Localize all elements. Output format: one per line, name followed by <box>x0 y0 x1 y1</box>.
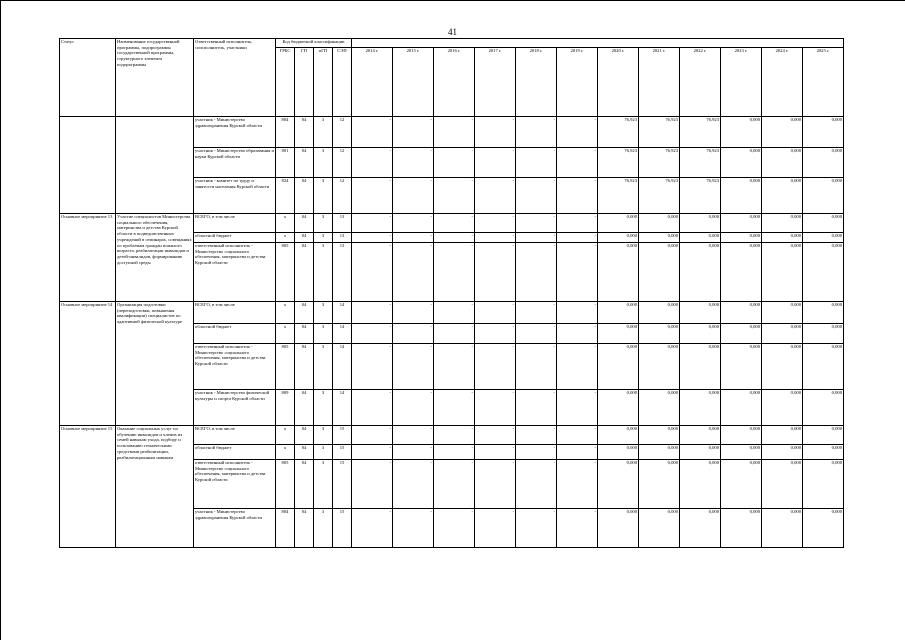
cell-name: Организация подготовки (переподготовки, повышения квалификации) специалистов по адаптивной физической культуре <box>116 302 194 426</box>
page-border-top <box>0 0 905 1</box>
cell-value: 0,000 <box>680 324 721 344</box>
cell-value: 0,000 <box>721 509 762 548</box>
cell-value: 0,000 <box>721 148 762 178</box>
cell-executor: ВСЕГО, в том числе <box>194 302 276 324</box>
cell-value: 0,000 <box>803 243 844 302</box>
cell-code: x <box>276 426 295 445</box>
cell-executor: ответственный исполнитель - Министерство социального обеспечения, материнства и детства Курской области <box>194 243 276 302</box>
cell-code: 3 <box>314 390 333 426</box>
cell-value: - <box>434 324 475 344</box>
cell-code: 04 <box>295 344 314 390</box>
cell-value: 0,000 <box>803 460 844 509</box>
cell-value: - <box>557 302 598 324</box>
cell-value: 0,000 <box>639 460 680 509</box>
cell-value: 0,000 <box>680 426 721 445</box>
cell-value: - <box>557 509 598 548</box>
cell-value: - <box>393 214 434 233</box>
cell-value: - <box>352 214 393 233</box>
cell-value: - <box>393 233 434 243</box>
cell-value: 0,000 <box>680 302 721 324</box>
cell-value: 0,000 <box>721 344 762 390</box>
cell-value: 0,000 <box>721 426 762 445</box>
cell-value: 0,000 <box>680 233 721 243</box>
cell-value: - <box>434 214 475 233</box>
cell-code: 13 <box>333 214 352 233</box>
cell-value: 0,000 <box>598 344 639 390</box>
cell-value: - <box>352 460 393 509</box>
cell-code: 04 <box>295 324 314 344</box>
cell-value: - <box>557 390 598 426</box>
cell-code: 3 <box>314 426 333 445</box>
cell-code: 12 <box>333 148 352 178</box>
cell-executor: участник - Министерство здравоохранения Курской области <box>194 117 276 148</box>
cell-value: - <box>352 117 393 148</box>
table-row <box>60 302 844 324</box>
header-year: 2025 г. <box>803 48 844 117</box>
cell-value: - <box>475 390 516 426</box>
cell-value: - <box>557 460 598 509</box>
cell-value: - <box>557 214 598 233</box>
cell-code: 824 <box>276 178 295 214</box>
cell-value: 0,000 <box>762 445 803 460</box>
cell-value: - <box>434 148 475 178</box>
cell-value: 76,923 <box>598 117 639 148</box>
cell-value: 76,923 <box>598 148 639 178</box>
cell-value: 0,000 <box>762 460 803 509</box>
header-years-group <box>352 39 844 48</box>
cell-value: - <box>557 148 598 178</box>
cell-value: 0,000 <box>762 344 803 390</box>
cell-value: 0,000 <box>598 390 639 426</box>
cell-value: 0,000 <box>762 243 803 302</box>
cell-executor: ВСЕГО, в том числе <box>194 426 276 445</box>
cell-value: - <box>557 445 598 460</box>
table-row <box>60 214 844 233</box>
cell-value: - <box>434 302 475 324</box>
cell-value: 0,000 <box>721 324 762 344</box>
cell-value: 0,000 <box>598 509 639 548</box>
page-number: 41 <box>448 27 457 37</box>
cell-status: Основное мероприятие 13 <box>60 214 116 302</box>
cell-code: 3 <box>314 178 333 214</box>
cell-value: 0,000 <box>721 117 762 148</box>
cell-executor: областной бюджет <box>194 445 276 460</box>
cell-value: - <box>352 148 393 178</box>
cell-value: - <box>352 426 393 445</box>
cell-value: 0,000 <box>762 117 803 148</box>
cell-code: 15 <box>333 509 352 548</box>
cell-code: 04 <box>295 117 314 148</box>
cell-value: 0,000 <box>721 214 762 233</box>
cell-status: Основное мероприятие 15 <box>60 426 116 548</box>
cell-value: 0,000 <box>639 390 680 426</box>
cell-value: 76,923 <box>639 148 680 178</box>
cell-value: 0,000 <box>803 390 844 426</box>
cell-value: - <box>352 344 393 390</box>
header-year: 2020 г. <box>598 48 639 117</box>
cell-code: 3 <box>314 324 333 344</box>
cell-code: x <box>276 445 295 460</box>
cell-executor: участник - Министерство физической культуры и спорта Курской области <box>194 390 276 426</box>
cell-value: - <box>393 178 434 214</box>
cell-value: 0,000 <box>680 390 721 426</box>
cell-value: 0,000 <box>762 214 803 233</box>
cell-value: 0,000 <box>721 390 762 426</box>
cell-value: 0,000 <box>803 509 844 548</box>
header-year: 2017 г. <box>475 48 516 117</box>
cell-code: 805 <box>276 460 295 509</box>
cell-code: 04 <box>295 445 314 460</box>
cell-value: 0,000 <box>721 445 762 460</box>
header-status: Статус <box>60 39 116 117</box>
cell-value: - <box>557 178 598 214</box>
cell-code: 14 <box>333 344 352 390</box>
cell-value: - <box>352 243 393 302</box>
cell-value: - <box>475 324 516 344</box>
cell-value: - <box>393 148 434 178</box>
cell-value: 0,000 <box>803 148 844 178</box>
cell-value: 0,000 <box>803 117 844 148</box>
cell-value: 76,923 <box>680 148 721 178</box>
cell-value: 0,000 <box>639 445 680 460</box>
header-name: Наименование государственной программы, подпрограммы государственной программы, структурного элемента подпрограммы <box>116 39 194 117</box>
cell-code: 805 <box>276 243 295 302</box>
cell-value: 0,000 <box>762 148 803 178</box>
cell-value: 0,000 <box>803 214 844 233</box>
cell-executor: ответственный исполнитель - Министерство социального обеспечения, материнства и детства Курской области <box>194 344 276 390</box>
cell-value: - <box>352 390 393 426</box>
cell-executor: областной бюджет <box>194 324 276 344</box>
header-year: 2016 г. <box>434 48 475 117</box>
cell-code: 3 <box>314 233 333 243</box>
header-year: 2021 г. <box>639 48 680 117</box>
cell-value: - <box>516 178 557 214</box>
cell-value: 0,000 <box>680 460 721 509</box>
cell-value: - <box>516 390 557 426</box>
cell-value: 0,000 <box>762 233 803 243</box>
cell-value: - <box>352 233 393 243</box>
cell-value: 0,000 <box>598 460 639 509</box>
cell-code: x <box>276 214 295 233</box>
cell-code: 13 <box>333 243 352 302</box>
cell-value: 0,000 <box>762 390 803 426</box>
cell-code: 04 <box>295 509 314 548</box>
cell-value: - <box>434 390 475 426</box>
cell-value: - <box>475 426 516 445</box>
cell-code: 3 <box>314 509 333 548</box>
cell-code: 3 <box>314 344 333 390</box>
page-border-left <box>0 0 1 640</box>
cell-executor: областной бюджет <box>194 233 276 243</box>
cell-value: - <box>352 302 393 324</box>
cell-value: 0,000 <box>680 509 721 548</box>
cell-value: 0,000 <box>639 233 680 243</box>
cell-executor: участник - Министерство образования и науки Курской области <box>194 148 276 178</box>
cell-value: - <box>393 426 434 445</box>
cell-value: 0,000 <box>721 460 762 509</box>
cell-value: 0,000 <box>639 214 680 233</box>
cell-code: 3 <box>314 460 333 509</box>
cell-code: 13 <box>333 233 352 243</box>
cell-value: 76,923 <box>680 178 721 214</box>
header-gp: ГП <box>295 48 314 117</box>
cell-code: 04 <box>295 302 314 324</box>
cell-value: - <box>475 214 516 233</box>
cell-code: 04 <box>295 243 314 302</box>
cell-value: - <box>557 426 598 445</box>
cell-value: - <box>516 243 557 302</box>
cell-value: - <box>516 344 557 390</box>
cell-value: - <box>352 509 393 548</box>
cell-value: 0,000 <box>639 344 680 390</box>
cell-value: 0,000 <box>762 178 803 214</box>
cell-value: - <box>475 509 516 548</box>
cell-code: x <box>276 302 295 324</box>
cell-value: - <box>557 117 598 148</box>
cell-value: - <box>516 117 557 148</box>
cell-code: 04 <box>295 178 314 214</box>
cell-value: - <box>516 302 557 324</box>
cell-value: - <box>475 148 516 178</box>
cell-code: 04 <box>295 460 314 509</box>
cell-value: 0,000 <box>680 344 721 390</box>
cell-code: 04 <box>295 390 314 426</box>
cell-value: 0,000 <box>762 426 803 445</box>
cell-value: 0,000 <box>721 302 762 324</box>
cell-value: 0,000 <box>803 233 844 243</box>
cell-code: 14 <box>333 302 352 324</box>
cell-value: - <box>516 426 557 445</box>
cell-value: 0,000 <box>803 302 844 324</box>
cell-code: 3 <box>314 117 333 148</box>
table-row <box>60 426 844 445</box>
cell-value: - <box>393 460 434 509</box>
header-som: СЭП <box>333 48 352 117</box>
cell-value: - <box>434 178 475 214</box>
cell-value: 76,923 <box>639 178 680 214</box>
cell-value: - <box>475 117 516 148</box>
cell-code: 12 <box>333 178 352 214</box>
cell-code: 04 <box>295 426 314 445</box>
cell-code: 3 <box>314 302 333 324</box>
cell-value: - <box>516 148 557 178</box>
table-body <box>60 117 844 548</box>
cell-name: Оказание социальных услуг по обучению инвалидов и членов их семей навыкам ухода, подбору и пользованию техническими средствами реабилитации, реабилитационным навыкам <box>116 426 194 548</box>
header-year: 2022 г. <box>680 48 721 117</box>
cell-name <box>116 117 194 214</box>
cell-value: - <box>557 324 598 344</box>
cell-value: - <box>475 302 516 324</box>
cell-value: 0,000 <box>803 344 844 390</box>
cell-status: Основное мероприятие 14 <box>60 302 116 426</box>
cell-value: 0,000 <box>680 243 721 302</box>
cell-executor: участник - комитет по труду и занятости населения Курской области <box>194 178 276 214</box>
cell-value: 0,000 <box>598 243 639 302</box>
cell-value: - <box>434 426 475 445</box>
cell-executor: участник - Министерство здравоохранения Курской области <box>194 509 276 548</box>
cell-value: - <box>393 324 434 344</box>
cell-code: 804 <box>276 509 295 548</box>
cell-value: - <box>557 233 598 243</box>
cell-code: 3 <box>314 243 333 302</box>
header-year: 2018 г. <box>516 48 557 117</box>
cell-name: Участие специалистов Министерства социального обеспечения, материнства и детства Курской области в подведомственных учреждений в семинарах, совещаниях по проблемам граждан пожилого возраста, реабилитации инвалидов и детей-инвалидов, формированию доступной среды <box>116 214 194 302</box>
cell-value: 0,000 <box>598 426 639 445</box>
cell-status <box>60 117 116 214</box>
header-year: 2023 г. <box>721 48 762 117</box>
cell-value: 0,000 <box>598 233 639 243</box>
cell-value: - <box>393 243 434 302</box>
cell-value: - <box>434 460 475 509</box>
header-year: 2024 г. <box>762 48 803 117</box>
budget-table <box>59 38 844 548</box>
cell-code: 04 <box>295 148 314 178</box>
cell-value: - <box>516 214 557 233</box>
cell-code: x <box>276 233 295 243</box>
cell-value: 0,000 <box>598 324 639 344</box>
cell-value: - <box>434 243 475 302</box>
cell-value: - <box>393 302 434 324</box>
cell-value: - <box>516 233 557 243</box>
cell-value: - <box>352 445 393 460</box>
cell-value: - <box>475 178 516 214</box>
cell-value: - <box>516 324 557 344</box>
cell-value: - <box>393 509 434 548</box>
cell-value: 0,000 <box>639 324 680 344</box>
cell-value: - <box>393 445 434 460</box>
cell-value: - <box>393 344 434 390</box>
cell-value: - <box>393 390 434 426</box>
cell-value: 0,000 <box>639 302 680 324</box>
cell-code: 3 <box>314 214 333 233</box>
cell-value: - <box>516 509 557 548</box>
cell-code: 14 <box>333 324 352 344</box>
cell-value: 0,000 <box>721 178 762 214</box>
cell-code: 809 <box>276 390 295 426</box>
cell-value: 0,000 <box>639 243 680 302</box>
header-pgp: пГП <box>314 48 333 117</box>
cell-value: 0,000 <box>721 233 762 243</box>
cell-code: 15 <box>333 460 352 509</box>
table-row <box>60 117 844 148</box>
cell-value: 0,000 <box>598 445 639 460</box>
cell-value: 76,923 <box>639 117 680 148</box>
cell-executor: ВСЕГО, в том числе <box>194 214 276 233</box>
cell-value: 0,000 <box>762 302 803 324</box>
cell-value: 0,000 <box>639 509 680 548</box>
cell-code: 12 <box>333 117 352 148</box>
cell-code: 805 <box>276 344 295 390</box>
cell-code: x <box>276 324 295 344</box>
cell-value: 0,000 <box>803 178 844 214</box>
header-code-group: Код бюджетной классификации <box>276 39 352 48</box>
cell-value: - <box>557 243 598 302</box>
cell-value: - <box>516 445 557 460</box>
cell-value: 0,000 <box>803 324 844 344</box>
cell-value: 0,000 <box>680 214 721 233</box>
cell-value: 0,000 <box>721 243 762 302</box>
cell-value: - <box>434 509 475 548</box>
cell-value: - <box>434 344 475 390</box>
cell-value: - <box>516 460 557 509</box>
cell-value: 0,000 <box>598 302 639 324</box>
cell-value: 76,923 <box>598 178 639 214</box>
cell-code: 14 <box>333 390 352 426</box>
cell-value: 76,923 <box>680 117 721 148</box>
header-year: 2015 г. <box>393 48 434 117</box>
cell-value: - <box>475 243 516 302</box>
cell-value: - <box>434 233 475 243</box>
cell-value: - <box>434 117 475 148</box>
cell-value: 0,000 <box>680 445 721 460</box>
cell-value: - <box>352 178 393 214</box>
cell-code: 3 <box>314 445 333 460</box>
cell-value: 0,000 <box>762 509 803 548</box>
cell-value: - <box>475 445 516 460</box>
cell-value: - <box>393 117 434 148</box>
cell-value: 0,000 <box>598 214 639 233</box>
cell-value: 0,000 <box>803 426 844 445</box>
cell-code: 804 <box>276 117 295 148</box>
cell-value: - <box>475 460 516 509</box>
cell-value: - <box>557 344 598 390</box>
header-year: 2019 г. <box>557 48 598 117</box>
header-year: 2014 г. <box>352 48 393 117</box>
cell-value: - <box>352 324 393 344</box>
cell-code: 15 <box>333 426 352 445</box>
cell-value: 0,000 <box>803 445 844 460</box>
cell-value: - <box>475 233 516 243</box>
cell-executor: ответственный исполнитель - Министерство социального обеспечения, материнства и детства Курской области <box>194 460 276 509</box>
cell-value: - <box>475 344 516 390</box>
cell-code: 04 <box>295 233 314 243</box>
cell-value: 0,000 <box>762 324 803 344</box>
cell-code: 801 <box>276 148 295 178</box>
cell-code: 15 <box>333 445 352 460</box>
cell-value: - <box>434 445 475 460</box>
header-grbs: ГРБС <box>276 48 295 117</box>
cell-code: 04 <box>295 214 314 233</box>
cell-value: 0,000 <box>639 426 680 445</box>
header-executor: Ответственный исполнитель, соисполнитель, участники <box>194 39 276 117</box>
cell-code: 3 <box>314 148 333 178</box>
